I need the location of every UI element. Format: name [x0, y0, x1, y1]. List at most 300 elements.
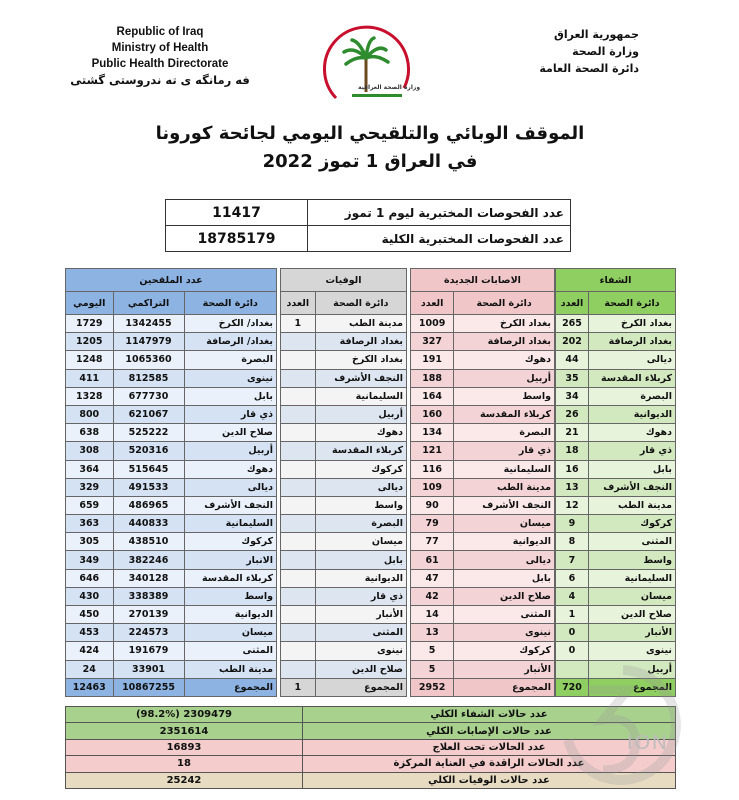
- table-row: [281, 478, 407, 496]
- watermark-text: ION: [627, 732, 669, 754]
- dept-cell: نينوى: [454, 624, 555, 642]
- infections-title: الاصابات الجديدة: [411, 269, 555, 292]
- infections-total-row: [411, 678, 555, 696]
- table-row: [411, 496, 555, 514]
- count-cell: [281, 369, 316, 387]
- title-line-2: في العراق 1 تموز 2022: [262, 151, 478, 172]
- table-row: [66, 569, 277, 587]
- summary-row: [66, 723, 676, 739]
- summary-row: [66, 756, 676, 772]
- table-row: [556, 551, 676, 569]
- table-row: [281, 624, 407, 642]
- dept-cell: بغداد الرصافة: [454, 333, 555, 351]
- dept-cell: كربلاء المقدسة: [588, 369, 675, 387]
- count-cell: 191: [411, 351, 454, 369]
- daily-cell: 450: [66, 606, 114, 624]
- cumulative-cell: 515645: [113, 460, 184, 478]
- daily-cell: 411: [66, 369, 114, 387]
- daily-cell: 1328: [66, 387, 114, 405]
- table-row: [411, 642, 555, 660]
- table-row: [281, 333, 407, 351]
- count-cell: 8: [556, 533, 589, 551]
- dept-cell: النجف الأشرف: [315, 369, 406, 387]
- table-row: [281, 551, 407, 569]
- table-row: [281, 642, 407, 660]
- dept-cell: البصرة: [184, 351, 276, 369]
- dept-cell: ديالى: [588, 351, 675, 369]
- cumulative-cell: 440833: [113, 515, 184, 533]
- dept-cell: نينوى: [315, 642, 406, 660]
- dept-cell: أربيل: [454, 369, 555, 387]
- dept-cell: كركوك: [588, 515, 675, 533]
- dept-cell: ميسان: [454, 515, 555, 533]
- dept-cell: صلاح الدين: [454, 587, 555, 605]
- table-row: [281, 515, 407, 533]
- count-cell: 44: [556, 351, 589, 369]
- table-row: [66, 442, 277, 460]
- dept-cell: واسط: [315, 496, 406, 514]
- count-cell: 90: [411, 496, 454, 514]
- daily-cell: 1729: [66, 315, 114, 333]
- summary-row: [66, 739, 676, 755]
- table-row: [411, 351, 555, 369]
- table-row: [66, 606, 277, 624]
- dept-cell: كركوك: [454, 642, 555, 660]
- daily-cell: 24: [66, 660, 114, 678]
- count-cell: 13: [411, 624, 454, 642]
- count-cell: 1: [556, 606, 589, 624]
- header-ar-line: وزارة الصحة: [572, 45, 639, 58]
- count-cell: [281, 460, 316, 478]
- cumulative-cell: 382246: [113, 551, 184, 569]
- vaccinated-total-label: المجموع: [184, 678, 276, 696]
- summary-row: [66, 772, 676, 788]
- count-cell: 202: [556, 333, 589, 351]
- dept-cell: البصرة: [454, 424, 555, 442]
- summary-table: [65, 706, 676, 789]
- count-cell: 12: [556, 496, 589, 514]
- deaths-total-row: [281, 678, 407, 696]
- cumulative-cell: 224573: [113, 624, 184, 642]
- daily-cell: 363: [66, 515, 114, 533]
- dept-cell: المثنى: [315, 624, 406, 642]
- deaths-total-value: 1: [281, 678, 316, 696]
- daily-cell: 1205: [66, 333, 114, 351]
- table-row: [281, 660, 407, 678]
- recovered-total-value: 720: [556, 678, 589, 696]
- dept-cell: بابل: [588, 460, 675, 478]
- dept-cell: ميسان: [588, 587, 675, 605]
- cumulative-cell: 621067: [113, 405, 184, 423]
- dept-cell: البصرة: [315, 515, 406, 533]
- cumulative-cell: 812585: [113, 369, 184, 387]
- summary-label: عدد الحالات الراقدة في العناية المركزة: [303, 756, 676, 772]
- table-row: [556, 315, 676, 333]
- report-title: [120, 120, 620, 176]
- table-row: [556, 387, 676, 405]
- dept-cell: السليمانية: [588, 569, 675, 587]
- cumulative-cell: 270139: [113, 606, 184, 624]
- lab-tests-table: [165, 199, 571, 252]
- dept-cell: الأنبار: [454, 660, 555, 678]
- title-line-1: الموقف الوبائي والتلقيحي اليومي لجائحة كورونا: [155, 123, 585, 144]
- dept-cell: ذي قار: [588, 442, 675, 460]
- table-row: [556, 496, 676, 514]
- recovered-table: [555, 268, 676, 697]
- vaccinated-col-cumulative: التراكمي: [113, 292, 184, 315]
- dept-cell: الأنبار: [588, 624, 675, 642]
- dept-cell: الديوانية: [588, 405, 675, 423]
- table-row: [66, 405, 277, 423]
- dept-cell: أربيل: [184, 442, 276, 460]
- table-row: [411, 442, 555, 460]
- count-cell: 35: [556, 369, 589, 387]
- cumulative-cell: 33901: [113, 660, 184, 678]
- daily-cell: 308: [66, 442, 114, 460]
- recovered-col-count: العدد: [556, 292, 589, 315]
- count-cell: [281, 333, 316, 351]
- daily-cell: 424: [66, 642, 114, 660]
- dept-cell: دهوك: [588, 424, 675, 442]
- header-ar-line: جمهورية العراق: [554, 28, 639, 41]
- table-row: [556, 333, 676, 351]
- daily-cell: 659: [66, 496, 114, 514]
- dept-cell: الانبار: [184, 551, 276, 569]
- cumulative-cell: 340128: [113, 569, 184, 587]
- count-cell: 164: [411, 387, 454, 405]
- table-row: [66, 315, 277, 333]
- count-cell: 5: [411, 660, 454, 678]
- dept-cell: ميسان: [315, 533, 406, 551]
- table-row: [281, 351, 407, 369]
- table-row: [66, 496, 277, 514]
- summary-value: 16893: [66, 739, 303, 755]
- dept-cell: كربلاء المقدسة: [315, 442, 406, 460]
- count-cell: 42: [411, 587, 454, 605]
- count-cell: 109: [411, 478, 454, 496]
- table-row: [411, 333, 555, 351]
- vaccinated-col-daily: اليومي: [66, 292, 114, 315]
- table-row: [556, 624, 676, 642]
- table-row: [281, 569, 407, 587]
- table-row: [66, 642, 277, 660]
- count-cell: 9: [556, 515, 589, 533]
- table-row: [281, 606, 407, 624]
- cumulative-cell: 486965: [113, 496, 184, 514]
- cumulative-cell: 1342455: [113, 315, 184, 333]
- count-cell: [281, 587, 316, 605]
- count-cell: 4: [556, 587, 589, 605]
- table-row: [66, 333, 277, 351]
- total-tests-row: [166, 226, 571, 252]
- table-row: [556, 369, 676, 387]
- infections-table: [410, 268, 555, 697]
- table-row: [66, 660, 277, 678]
- count-cell: 160: [411, 405, 454, 423]
- table-row: [66, 424, 277, 442]
- table-row: [556, 569, 676, 587]
- count-cell: [281, 660, 316, 678]
- dept-cell: كربلاء المقدسة: [184, 569, 276, 587]
- table-row: [411, 424, 555, 442]
- count-cell: [281, 405, 316, 423]
- count-cell: 18: [556, 442, 589, 460]
- summary-value: 2351614: [66, 723, 303, 739]
- table-row: [66, 369, 277, 387]
- dept-cell: السليمانية: [454, 460, 555, 478]
- deaths-title: الوفيات: [281, 269, 407, 292]
- dept-cell: كربلاء المقدسة: [454, 405, 555, 423]
- table-row: [556, 424, 676, 442]
- vaccinated-table: [65, 268, 277, 697]
- table-row: [281, 460, 407, 478]
- summary-row: [66, 707, 676, 723]
- dept-cell: صلاح الدين: [315, 660, 406, 678]
- dept-cell: نينوى: [588, 642, 675, 660]
- dept-cell: نينوى: [184, 369, 276, 387]
- count-cell: 21: [556, 424, 589, 442]
- count-cell: [281, 442, 316, 460]
- table-row: [411, 405, 555, 423]
- dept-cell: الأنبار: [315, 606, 406, 624]
- count-cell: [281, 387, 316, 405]
- cumulative-cell: 677730: [113, 387, 184, 405]
- daily-cell: 800: [66, 405, 114, 423]
- daily-cell: 364: [66, 460, 114, 478]
- cumulative-cell: 491533: [113, 478, 184, 496]
- cumulative-cell: 338389: [113, 587, 184, 605]
- dept-cell: مدينة الطب: [454, 478, 555, 496]
- dept-cell: أربيل: [315, 405, 406, 423]
- dept-cell: النجف الأشرف: [454, 496, 555, 514]
- daily-tests-value: 11417: [166, 200, 308, 226]
- summary-value: 2309479 (98.2%): [66, 707, 303, 723]
- dept-cell: بغداد الرصافة: [315, 333, 406, 351]
- dept-cell: بابل: [315, 551, 406, 569]
- daily-cell: 646: [66, 569, 114, 587]
- vaccinated-total-row: [66, 678, 277, 696]
- dept-cell: المثنى: [454, 606, 555, 624]
- count-cell: 188: [411, 369, 454, 387]
- header-en-line: Public Health Directorate: [91, 58, 229, 70]
- header-ar-line: دائرة الصحة العامة: [539, 62, 639, 75]
- table-row: [66, 460, 277, 478]
- count-cell: 134: [411, 424, 454, 442]
- dept-cell: كركوك: [184, 533, 276, 551]
- summary-label: عدد حالات الشفاء الكلي: [303, 707, 676, 723]
- table-row: [411, 660, 555, 678]
- deaths-col-count: العدد: [281, 292, 316, 315]
- dept-cell: ذي قار: [184, 405, 276, 423]
- dept-cell: صلاح الدين: [184, 424, 276, 442]
- count-cell: 34: [556, 387, 589, 405]
- cumulative-cell: 191679: [113, 642, 184, 660]
- table-row: [556, 442, 676, 460]
- table-row: [281, 405, 407, 423]
- table-row: [411, 551, 555, 569]
- summary-label: عدد الحالات تحت العلاج: [303, 739, 676, 755]
- dept-cell: بغداد الرصافة: [588, 333, 675, 351]
- dept-cell: السليمانية: [315, 387, 406, 405]
- dept-cell: واسط: [454, 387, 555, 405]
- table-row: [281, 369, 407, 387]
- table-row: [66, 351, 277, 369]
- vaccinated-col-dept: دائرة الصحة: [184, 292, 276, 315]
- daily-cell: 1248: [66, 351, 114, 369]
- dept-cell: ديالى: [454, 551, 555, 569]
- header-en-line: Ministry of Health: [111, 42, 209, 54]
- table-row: [281, 424, 407, 442]
- dept-cell: النجف الأشرف: [184, 496, 276, 514]
- total-tests-label: عدد الفحوصات المختبرية الكلية: [308, 226, 571, 252]
- daily-cell: 430: [66, 587, 114, 605]
- count-cell: [281, 424, 316, 442]
- vaccinated-total-cumulative: 10867255: [113, 678, 184, 696]
- table-row: [556, 660, 676, 678]
- logo-text: وزارة الصحة العراقية: [358, 84, 421, 91]
- table-row: [281, 533, 407, 551]
- count-cell: 26: [556, 405, 589, 423]
- dept-cell: دهوك: [184, 460, 276, 478]
- header-english: [70, 24, 250, 88]
- table-row: [556, 587, 676, 605]
- table-row: [66, 387, 277, 405]
- count-cell: 7: [556, 551, 589, 569]
- dept-cell: بغداد/ الكرخ: [184, 315, 276, 333]
- cumulative-cell: 1065360: [113, 351, 184, 369]
- count-cell: 265: [556, 315, 589, 333]
- dept-cell: النجف الأشرف: [588, 478, 675, 496]
- table-row: [556, 515, 676, 533]
- table-row: [66, 515, 277, 533]
- cumulative-cell: 438510: [113, 533, 184, 551]
- dept-cell: السليمانية: [184, 515, 276, 533]
- dept-cell: بغداد/ الرصافة: [184, 333, 276, 351]
- dept-cell: مدينة الطب: [184, 660, 276, 678]
- count-cell: [281, 515, 316, 533]
- dept-cell: ذي قار: [315, 587, 406, 605]
- dept-cell: بغداد الكرخ: [588, 315, 675, 333]
- daily-cell: 638: [66, 424, 114, 442]
- count-cell: 0: [556, 642, 589, 660]
- summary-value: 25242: [66, 772, 303, 788]
- table-row: [66, 533, 277, 551]
- count-cell: [281, 533, 316, 551]
- count-cell: 327: [411, 333, 454, 351]
- dept-cell: أربيل: [588, 660, 675, 678]
- daily-cell: 349: [66, 551, 114, 569]
- deaths-table: [280, 268, 407, 697]
- recovered-total-row: [556, 678, 676, 696]
- dept-cell: دهوك: [315, 424, 406, 442]
- dept-cell: الديوانية: [184, 606, 276, 624]
- count-cell: [281, 551, 316, 569]
- dept-cell: الديوانية: [315, 569, 406, 587]
- count-cell: 6: [556, 569, 589, 587]
- count-cell: 16: [556, 460, 589, 478]
- recovered-col-dept: دائرة الصحة: [588, 292, 675, 315]
- table-row: [66, 624, 277, 642]
- table-row: [281, 442, 407, 460]
- daily-tests-row: [166, 200, 571, 226]
- daily-cell: 305: [66, 533, 114, 551]
- table-row: [411, 315, 555, 333]
- table-row: [556, 606, 676, 624]
- table-row: [556, 642, 676, 660]
- dept-cell: المثنى: [588, 533, 675, 551]
- table-row: [556, 351, 676, 369]
- dept-cell: بابل: [454, 569, 555, 587]
- deaths-col-dept: دائرة الصحة: [315, 292, 406, 315]
- header-arabic: [499, 26, 639, 77]
- table-row: [281, 315, 407, 333]
- cumulative-cell: 520316: [113, 442, 184, 460]
- count-cell: [281, 642, 316, 660]
- dept-cell: ديالى: [184, 478, 276, 496]
- count-cell: [281, 624, 316, 642]
- count-cell: 1: [281, 315, 316, 333]
- table-row: [411, 533, 555, 551]
- table-row: [281, 587, 407, 605]
- dept-cell: ميسان: [184, 624, 276, 642]
- header-en-line: فه رمانگه ى ته ندروستى گشتى: [70, 73, 250, 87]
- infections-total-label: المجموع: [454, 678, 555, 696]
- table-row: [556, 478, 676, 496]
- dept-cell: ديالى: [315, 478, 406, 496]
- ministry-logo: [316, 18, 421, 113]
- dept-cell: المثنى: [184, 642, 276, 660]
- infections-col-dept: دائرة الصحة: [454, 292, 555, 315]
- dept-cell: البصرة: [588, 387, 675, 405]
- daily-cell: 453: [66, 624, 114, 642]
- count-cell: 13: [556, 478, 589, 496]
- dept-cell: دهوك: [454, 351, 555, 369]
- table-row: [411, 587, 555, 605]
- dept-cell: الديوانية: [454, 533, 555, 551]
- dept-cell: مدينة الطب: [315, 315, 406, 333]
- table-row: [411, 387, 555, 405]
- table-row: [556, 533, 676, 551]
- recovered-title: الشفاء: [556, 269, 676, 292]
- daily-tests-label: عدد الفحوصات المختبرية ليوم 1 تموز: [308, 200, 571, 226]
- cumulative-cell: 1147979: [113, 333, 184, 351]
- count-cell: 14: [411, 606, 454, 624]
- table-row: [411, 624, 555, 642]
- count-cell: 5: [411, 642, 454, 660]
- dept-cell: كركوك: [315, 460, 406, 478]
- table-row: [411, 606, 555, 624]
- count-cell: 79: [411, 515, 454, 533]
- dept-cell: واسط: [588, 551, 675, 569]
- table-row: [411, 569, 555, 587]
- count-cell: [281, 606, 316, 624]
- summary-label: عدد حالات الوفيات الكلي: [303, 772, 676, 788]
- dept-cell: بغداد الكرخ: [315, 351, 406, 369]
- deaths-total-label: المجموع: [315, 678, 406, 696]
- table-row: [411, 460, 555, 478]
- count-cell: [281, 351, 316, 369]
- summary-value: 18: [66, 756, 303, 772]
- count-cell: [281, 569, 316, 587]
- count-cell: [556, 660, 589, 678]
- table-row: [411, 478, 555, 496]
- count-cell: 1009: [411, 315, 454, 333]
- count-cell: 116: [411, 460, 454, 478]
- table-row: [66, 551, 277, 569]
- daily-cell: 329: [66, 478, 114, 496]
- infections-col-count: العدد: [411, 292, 454, 315]
- header-en-line: Republic of Iraq: [116, 26, 204, 38]
